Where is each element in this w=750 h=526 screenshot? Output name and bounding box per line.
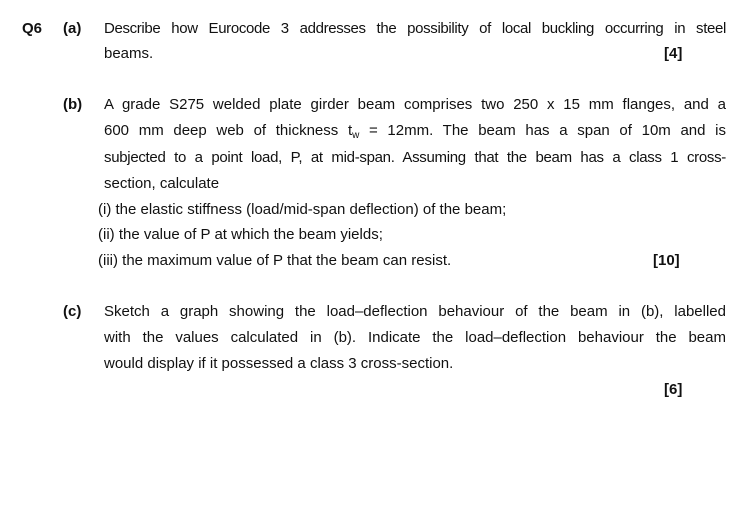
- part-b-line-2-before: 600 mm deep web of thickness t: [104, 122, 353, 139]
- part-b-line-1: A grade S275 welded plate girder beam comprises two 250 x 15 mm flanges, and a: [104, 96, 726, 113]
- web-thickness-subscript: w: [352, 130, 360, 141]
- part-a-marks: [4]: [664, 45, 683, 62]
- question-number: Q6: [22, 20, 43, 37]
- part-b-item-i: (i) the elastic stiffness (load/mid-span deflection) of the beam;: [98, 201, 507, 218]
- part-b-line-2-after: = 12mm. The beam has a span of 10m and is: [359, 122, 726, 139]
- part-b-item-ii: (ii) the value of P at which the beam yields;: [98, 226, 383, 243]
- part-c-marks: [6]: [664, 381, 683, 398]
- part-b-line-4: section, calculate: [104, 175, 220, 192]
- part-a-line-2: beams.: [104, 45, 154, 62]
- part-c-line-2: with the values calculated in (b). Indicate the load–deflection behaviour the beam: [104, 329, 726, 346]
- part-a-label: (a): [63, 20, 82, 37]
- part-c-line-3: would display if it possessed a class 3 cross-section.: [104, 355, 454, 372]
- part-b-line-2: [104, 122, 726, 145]
- part-b-marks: [10]: [653, 252, 680, 269]
- part-b-line-3: subjected to a point load, P, at mid-span. Assuming that the beam has a class 1 cross-: [104, 149, 726, 166]
- part-c-label: (c): [63, 303, 82, 320]
- part-c-line-1: Sketch a graph showing the load–deflection behaviour of the beam in (b), labelled: [104, 303, 726, 320]
- part-b-label: (b): [63, 96, 83, 113]
- part-a-line-1: Describe how Eurocode 3 addresses the possibility of local buckling occurring in steel: [104, 20, 726, 37]
- part-b-item-iii: (iii) the maximum value of P that the beam can resist.: [98, 252, 452, 269]
